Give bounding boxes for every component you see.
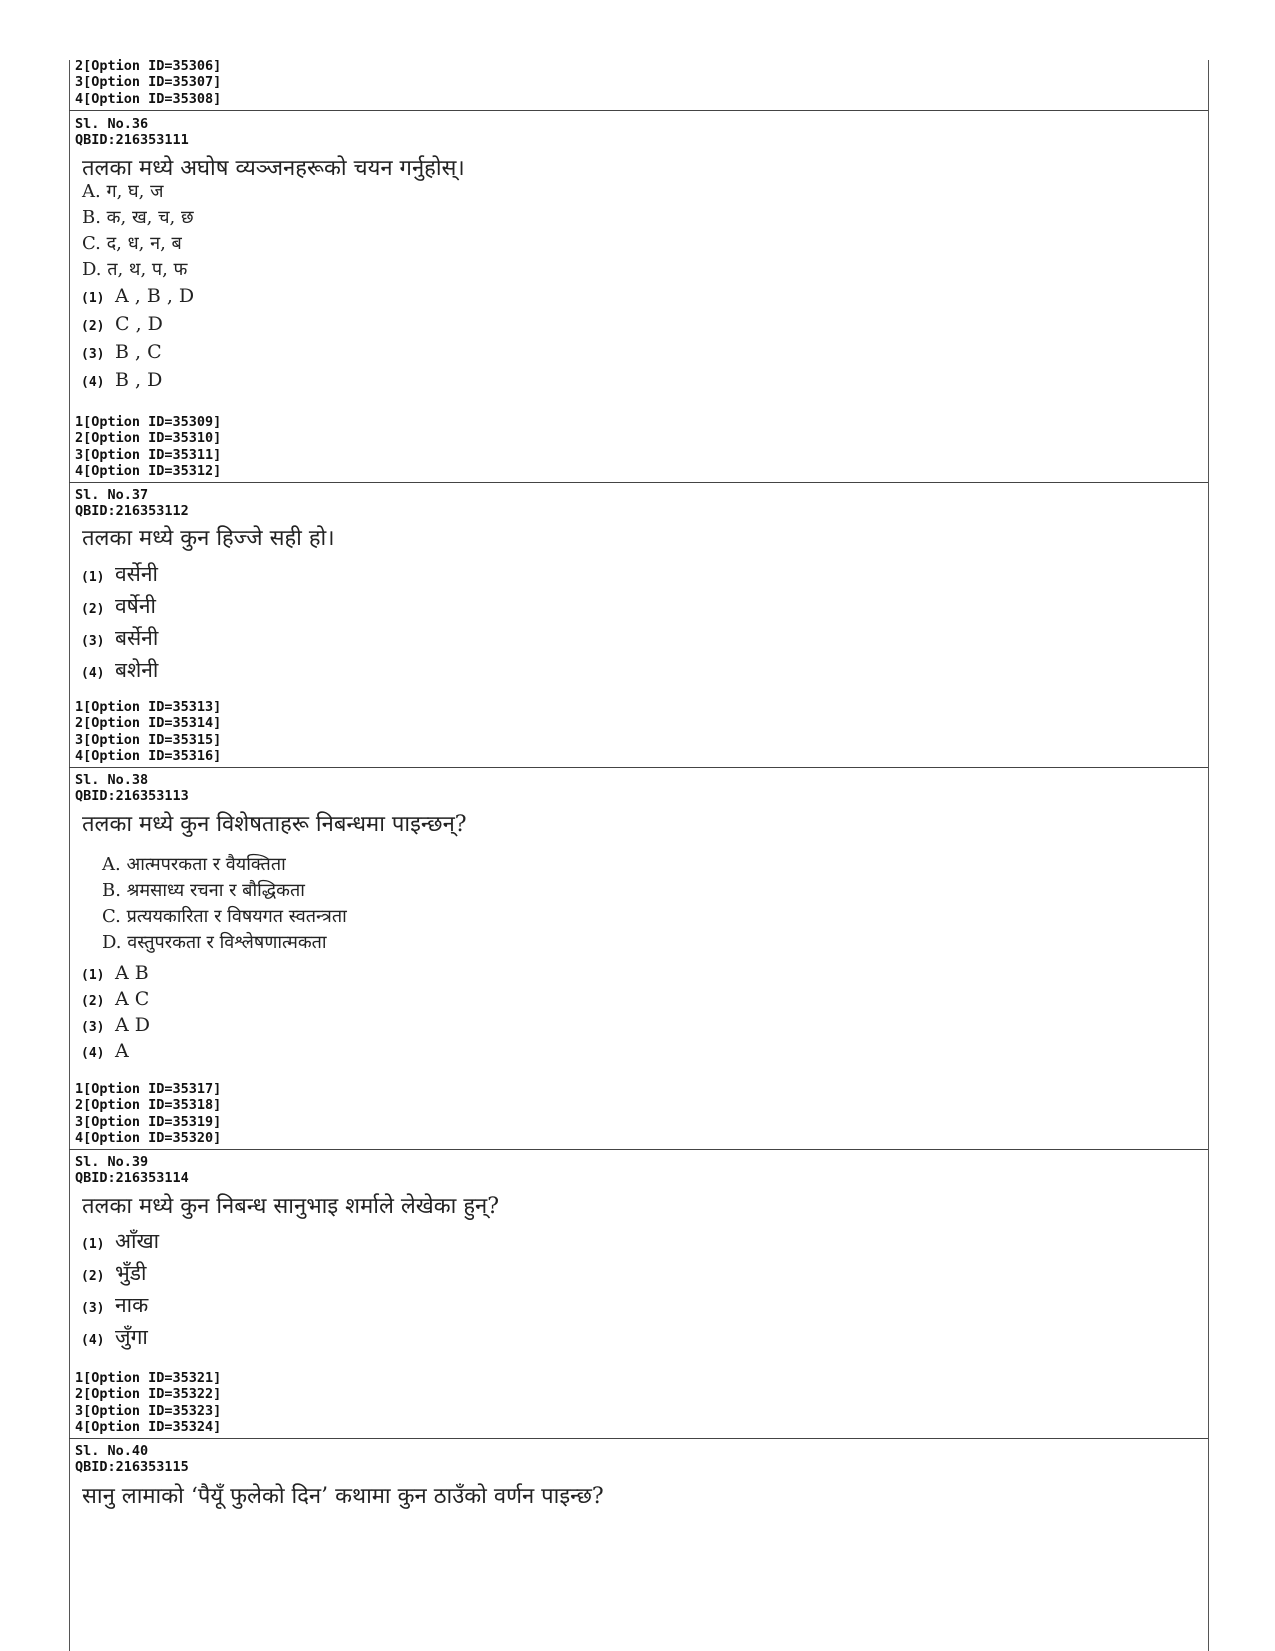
option-number: (2) [81, 602, 105, 617]
option-value: बर्सेनी [115, 626, 159, 650]
question-bank-id: QBID:216353115 [75, 1459, 189, 1476]
option-id: 3[Option ID=35319] [75, 1113, 222, 1130]
question-bank-id: QBID:216353113 [75, 788, 189, 805]
option-id: 4[Option ID=35324] [75, 1419, 222, 1436]
option-id: 2[Option ID=35318] [75, 1097, 222, 1114]
question-bank-id: QBID:216353114 [75, 1170, 189, 1187]
option-number: (4) [81, 375, 105, 390]
answer-options [69, 560, 158, 688]
option-id: 4[Option ID=35308] [75, 90, 222, 107]
option-number: (2) [81, 994, 105, 1009]
option-id: 1[Option ID=35309] [75, 414, 222, 430]
option-value: A [115, 1040, 129, 1062]
question-bank-id: QBID:216353112 [75, 503, 189, 520]
statement: D. त, थ, प, फ [82, 259, 188, 280]
option-value: C , D [115, 313, 163, 335]
option-number: (1) [81, 968, 105, 983]
answer-option[interactable] [81, 962, 150, 988]
option-id: 2[Option ID=35306] [75, 58, 222, 74]
option-number: (3) [81, 1020, 105, 1035]
question-block-39 [69, 1154, 1208, 1187]
question-bank-id: QBID:216353111 [75, 132, 189, 149]
option-number: (1) [81, 291, 105, 306]
statement: B. क, ख, च, छ [82, 207, 194, 228]
question-text: तलका मध्ये अघोष व्यञ्जनहरूको चयन गर्नुहोस्। [82, 156, 465, 181]
option-id: 4[Option ID=35316] [75, 748, 222, 765]
answer-option[interactable] [81, 656, 158, 688]
answer-option[interactable] [81, 369, 194, 397]
option-value: जुँगा [115, 1325, 148, 1349]
option-value: A C [115, 988, 150, 1010]
statement: C. द, ध, न, ब [82, 233, 182, 254]
option-id: 4[Option ID=35312] [75, 463, 222, 480]
option-number: (4) [81, 666, 105, 681]
option-number: (2) [81, 319, 105, 334]
option-id-list [69, 1370, 1208, 1436]
option-value: A B [115, 962, 149, 984]
option-id: 2[Option ID=35314] [75, 715, 222, 732]
option-number: (3) [81, 1301, 105, 1316]
option-number: (4) [81, 1046, 105, 1061]
option-id: 3[Option ID=35323] [75, 1402, 222, 1419]
serial-number: Sl. No.37 [75, 487, 149, 503]
serial-number: Sl. No.40 [75, 1443, 149, 1459]
serial-number: Sl. No.38 [75, 772, 149, 788]
question-text: तलका मध्ये कुन हिज्जे सही हो। [82, 526, 335, 551]
answer-option[interactable] [81, 1323, 159, 1355]
answer-options [69, 285, 194, 397]
previous-question-option-ids [69, 58, 1208, 107]
answer-option[interactable] [81, 1259, 159, 1291]
answer-option[interactable] [81, 285, 194, 313]
option-value: बशेनी [115, 658, 159, 682]
answer-option[interactable] [81, 1014, 150, 1040]
option-id: 3[Option ID=35311] [75, 446, 222, 463]
section-divider [69, 110, 1208, 111]
option-id: 1[Option ID=35313] [75, 699, 222, 715]
question-text: तलका मध्ये कुन विशेषताहरू निबन्धमा पाइन्छन्? [82, 812, 467, 837]
section-divider [69, 482, 1208, 483]
option-number: (1) [81, 570, 105, 585]
statement: C. प्रत्ययकारिता र विषयगत स्वतन्त्रता [102, 906, 347, 927]
serial-number: Sl. No.39 [75, 1154, 149, 1170]
question-block-36 [69, 116, 1208, 149]
answer-option[interactable] [81, 1040, 150, 1066]
question-block-38 [69, 772, 1208, 805]
answer-option[interactable] [81, 592, 158, 624]
option-id-list [69, 1081, 1208, 1147]
option-value: वर्सेनी [115, 562, 158, 586]
option-id: 1[Option ID=35321] [75, 1370, 222, 1386]
option-id: 3[Option ID=35315] [75, 731, 222, 748]
option-value: भुँडी [115, 1261, 147, 1285]
option-number: (3) [81, 347, 105, 362]
question-block-40 [69, 1443, 1208, 1476]
answer-option[interactable] [81, 1291, 159, 1323]
answer-option[interactable] [81, 624, 158, 656]
option-id-list [69, 699, 1208, 765]
option-id: 2[Option ID=35310] [75, 430, 222, 447]
statement: A. आत्मपरकता र वैयक्तिता [102, 854, 286, 875]
option-value: B , D [115, 369, 163, 391]
option-id-list [69, 414, 1208, 480]
question-block-37 [69, 487, 1208, 520]
statement-list [69, 179, 194, 283]
option-id: 4[Option ID=35320] [75, 1130, 222, 1147]
question-text: तलका मध्ये कुन निबन्ध सानुभाइ शर्माले लेखेका हुन्? [82, 1194, 500, 1219]
answer-option[interactable] [81, 988, 150, 1014]
option-value: आँखा [115, 1229, 160, 1253]
option-number: (4) [81, 1333, 105, 1348]
option-id: 3[Option ID=35307] [75, 74, 222, 91]
answer-options [69, 1227, 159, 1355]
statement: D. वस्तुपरकता र विश्लेषणात्मकता [102, 932, 327, 953]
answer-option[interactable] [81, 560, 158, 592]
option-value: वर्षेनी [115, 594, 156, 618]
option-id: 1[Option ID=35317] [75, 1081, 222, 1097]
option-number: (3) [81, 634, 105, 649]
answer-option[interactable] [81, 313, 194, 341]
section-divider [69, 1438, 1208, 1439]
option-number: (1) [81, 1237, 105, 1252]
section-divider [69, 1149, 1208, 1150]
option-value: A D [115, 1014, 150, 1036]
statement: B. श्रमसाध्य रचना र बौद्धिकता [102, 880, 305, 901]
answer-option[interactable] [81, 1227, 159, 1259]
statement: A. ग, घ, ज [82, 181, 164, 202]
answer-option[interactable] [81, 341, 194, 369]
option-number: (2) [81, 1269, 105, 1284]
serial-number: Sl. No.36 [75, 116, 149, 132]
option-id: 2[Option ID=35322] [75, 1386, 222, 1403]
section-divider [69, 767, 1208, 768]
statement-list [89, 852, 347, 956]
option-value: B , C [115, 341, 162, 363]
option-value: नाक [115, 1293, 149, 1317]
option-value: A , B , D [115, 285, 195, 307]
answer-options [69, 962, 150, 1066]
question-text: सानु लामाको ‘पैयूँ फुलेको दिन’ कथामा कुन ठाउँको वर्णन पाइन्छ? [82, 1484, 604, 1509]
